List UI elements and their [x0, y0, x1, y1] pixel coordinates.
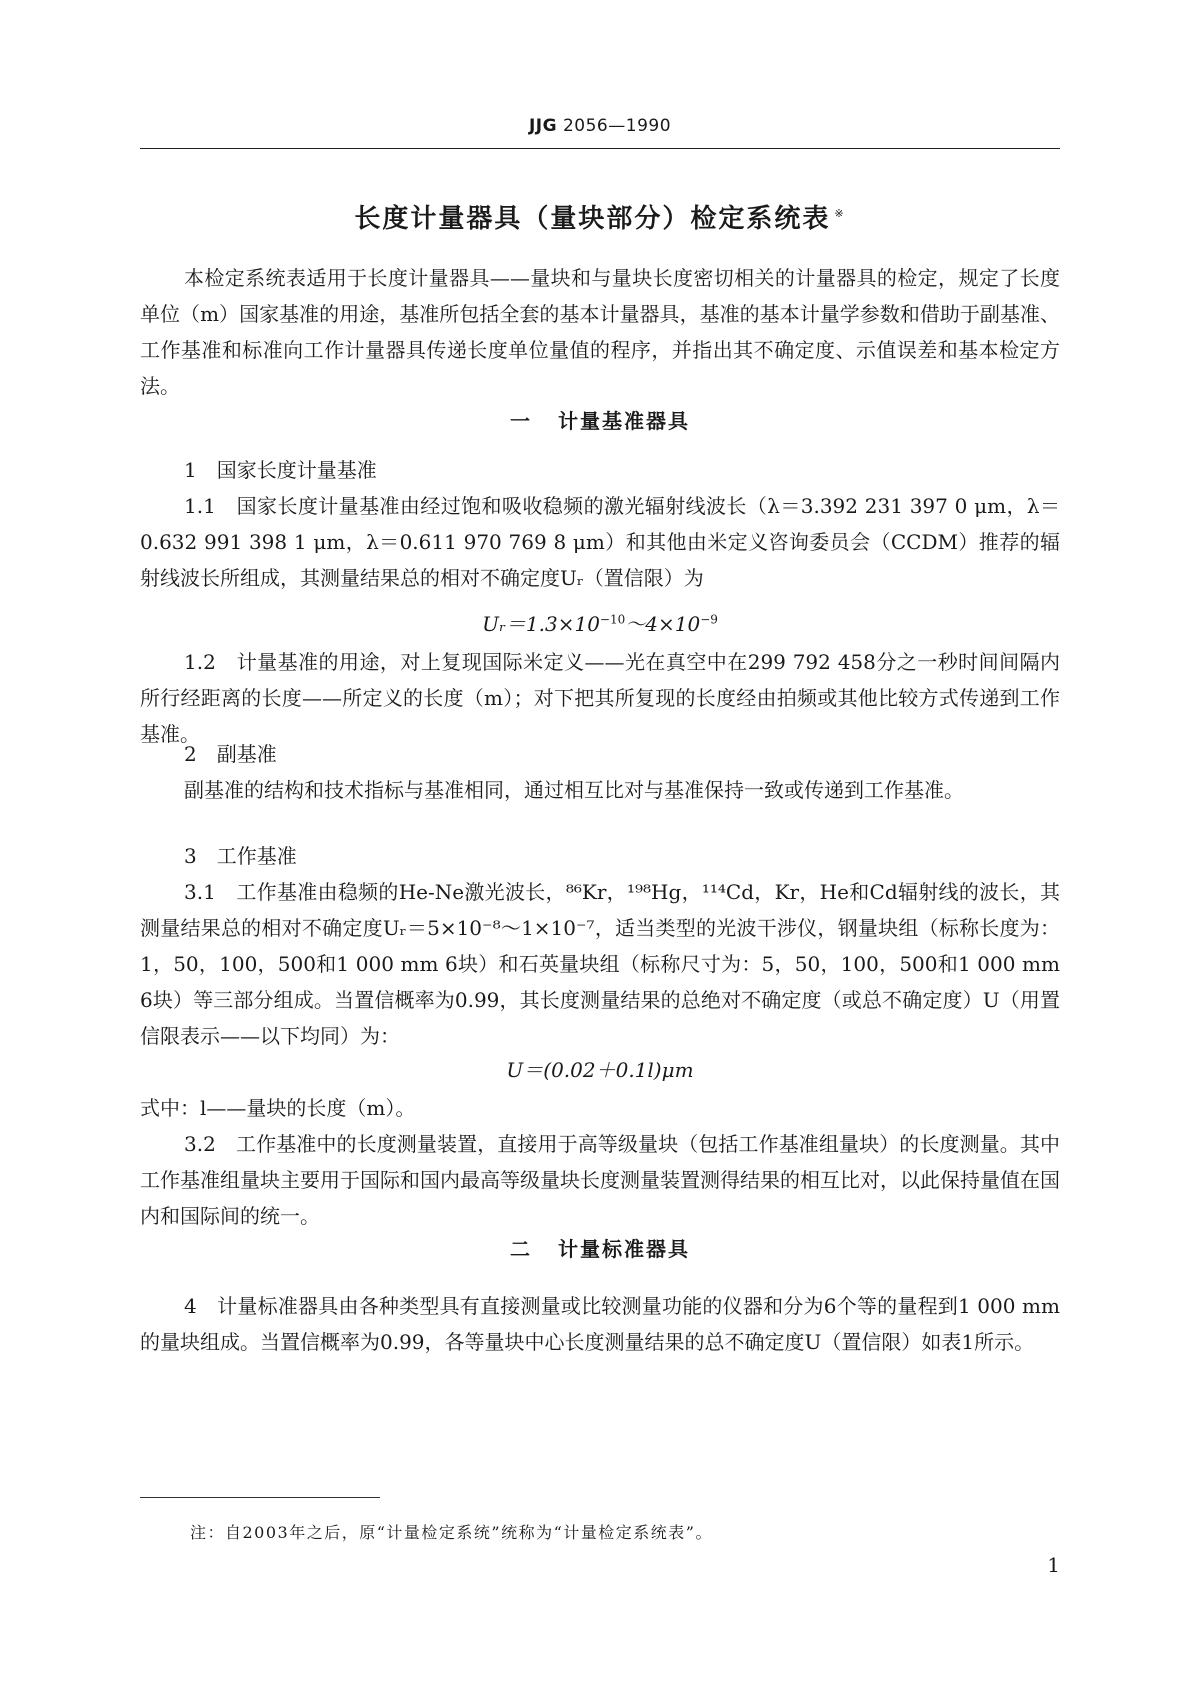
clause-2-text: 副基准的结构和技术指标与基准相同，通过相互比对与基准保持一致或传递到工作基准。	[184, 778, 964, 802]
clause-3-1: 3.1 工作基准由稳频的He-Ne激光波长，⁸⁶Kr，¹⁹⁸Hg，¹¹⁴Cd，Kr，He和Cd辐射线的波长，其测量结果总的相对不确定度Uᵣ＝5×10⁻⁸～1×10⁻⁷，适当类型的光波干涉仪，钢量块组（标称长度为：1，50，100，500和1 000 mm 6块）和石英量块组（标称尺寸为：5，50，100，500和1 000 mm 6块）等三部分组成。当置信概率为0.99，其长度测量结果的总绝对不确定度（或总不确定度）U（用置信限表示——以下均同）为：	[140, 880, 1060, 1048]
page-number: 1	[1047, 1553, 1060, 1577]
clause-1-1: 1.1 国家长度计量基准由经过饱和吸收稳频的激光辐射线波长（λ＝3.392 231 397 0 μm，λ＝0.632 991 398 1 μm，λ＝0.611 970 769 8 μm）和其他由米定义咨询委员会（CCDM）推荐的辐射线波长所组成，其测量结果总的相对不确定度Uᵣ（置信限）为	[140, 494, 1060, 590]
title-note-mark: ※	[834, 207, 846, 221]
clause-1-heading: 1 国家长度计量基准	[184, 458, 377, 482]
clause-3-2: 3.2 工作基准中的长度测量装置，直接用于高等级量块（包括工作基准组量块）的长度测量。其中工作基准组量块主要用于国际和国内最高等级量块长度测量装置测得结果的相互比对，以此保持量值在国内和国际间的统一。	[140, 1132, 1060, 1228]
section-1-number: 一	[510, 409, 532, 433]
formula-1-exp2: −9	[700, 612, 718, 627]
footnote: 注：自2003年之后，原“计量检定系统”统称为“计量检定系统表”。	[190, 1523, 713, 1542]
header-divider	[140, 148, 1060, 149]
section-1-title: 计量基准器具	[558, 409, 690, 433]
standard-number: 2056—1990	[562, 116, 672, 136]
formula-1-exp1: −10	[599, 612, 626, 627]
title-text: 长度计量器具（量块部分）检定系统表	[354, 204, 831, 234]
formula-1-mid: ～4×10	[625, 612, 701, 636]
page-header	[140, 116, 1060, 136]
standard-prefix: JJG	[528, 116, 558, 136]
document-title	[140, 198, 1060, 235]
clause-1-2: 1.2 计量基准的用途，对上复现国际米定义——光在真空中在299 792 458分之一秒时间间隔内所行经距离的长度——所定义的长度（m）；对下把其所复现的长度经由拍频或其他比较方式传递到工作基准。	[140, 650, 1060, 746]
formula-1-lhs: Uᵣ＝1.3×10	[482, 612, 600, 636]
formula-absolute-uncertainty: U＝(0.02＋0.1l)μm	[506, 1058, 694, 1082]
clause-3-heading: 3 工作基准	[184, 844, 297, 868]
section-2-title: 计量标准器具	[558, 1237, 690, 1261]
clause-2-heading: 2 副基准	[184, 742, 277, 766]
formula-relative-uncertainty	[140, 608, 1060, 637]
section-heading-2	[140, 1233, 1060, 1262]
clause-4: 4 计量标准器具由各种类型具有直接测量或比较测量功能的仪器和分为6个等的量程到1 000 mm的量块组成。当置信概率为0.99，各等量块中心长度测量结果的总不确定度U（置信限）如表1所示。	[140, 1294, 1060, 1354]
section-2-number: 二	[510, 1237, 532, 1261]
footnote-divider	[140, 1497, 380, 1498]
section-heading-1	[140, 405, 1060, 434]
formula-2-note: 式中：l——量块的长度（m）。	[140, 1096, 416, 1120]
intro-paragraph: 本检定系统表适用于长度计量器具——量块和与量块长度密切相关的计量器具的检定，规定了长度单位（m）国家基准的用途，基准所包括全套的基本计量器具，基准的基本计量学参数和借助于副基准、工作基准和标准向工作计量器具传递长度单位量值的程序，并指出其不确定度、示值误差和基本检定方法。	[140, 266, 1060, 398]
